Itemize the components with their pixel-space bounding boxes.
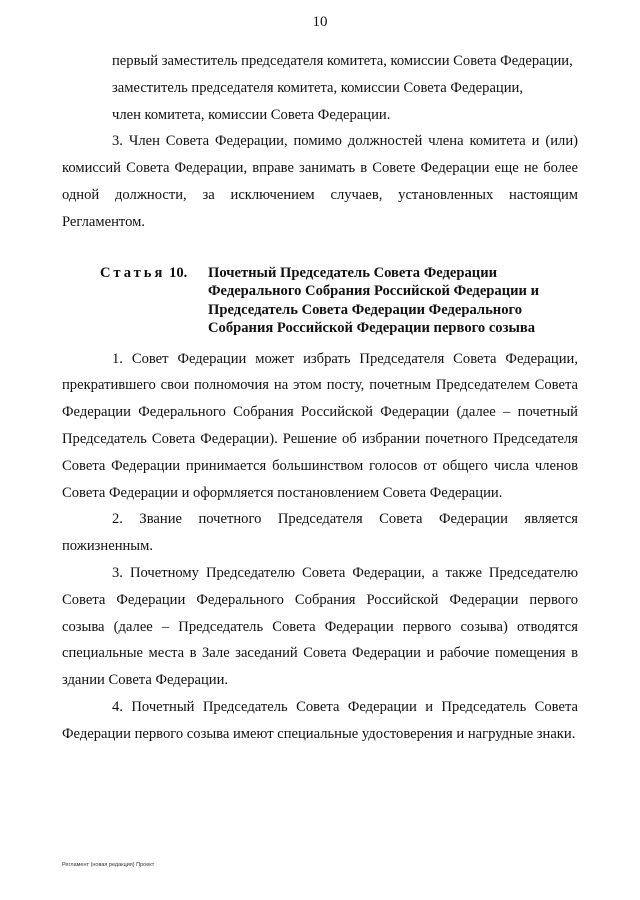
- paragraph-intro-line-3: член комитета, комиссии Совета Федерации.: [112, 106, 391, 123]
- page-number: 10: [312, 14, 328, 30]
- article-paragraph-1: 1. Совет Федерации может избрать Председателя Совета Федерации, прекратившего свои полномочия на этом посту, почетным Председателем Совета Федерации Федерального Собрания Российской Федерации (далее – почетный Председатель Совета Федерации). Решение об избрании почетного Председателя Совета Федерации принимается большинством голосов от общего числа членов Совета Федерации и оформляется постановлением Совета Федерации.: [62, 350, 578, 501]
- paragraph-intro-line-1: первый заместитель председателя комитета, комиссии Совета Федерации,: [112, 53, 573, 69]
- article-title: Почетный Председатель Совета Федерации Федерального Собрания Российской Федерации и Председатель Совета Федерации Федерального Собрания Российской Федерации первого созыва: [208, 264, 539, 337]
- article-word: Статья: [100, 264, 166, 281]
- article-label: [62, 264, 208, 338]
- document-body: [62, 48, 578, 748]
- article-paragraph-4: 4. Почетный Председатель Совета Федерации и Председатель Совета Федерации первого созыва имеют специальные удостоверения и нагрудные знаки.: [62, 698, 578, 742]
- paragraph-point-3: 3. Член Совета Федерации, помимо должностей члена комитета и (или) комиссий Совета Федерации, вправе занимать в Совете Федерации еще не более одной должности, за исключением случаев, установленных настоящим Регламентом.: [62, 133, 578, 230]
- page-footer: Регламент (новая редакция) Проект: [62, 862, 155, 868]
- paragraph-intro-line-2: заместитель председателя комитета, комиссии Совета Федерации,: [112, 79, 524, 96]
- article-heading: [62, 264, 578, 338]
- article-paragraph-2: 2. Звание почетного Председателя Совета Федерации является пожизненным.: [62, 511, 578, 555]
- article-paragraph-3: 3. Почетному Председателю Совета Федерации, а также Председателю Совета Федерации Федерального Собрания Российской Федерации первого созыва (далее – Председатель Совета Федерации первого созыва) отводятся специальные места в Зале заседаний Совета Федерации и рабочие помещения в здании Совета Федерации.: [62, 564, 578, 689]
- article-number: 10.: [169, 264, 188, 281]
